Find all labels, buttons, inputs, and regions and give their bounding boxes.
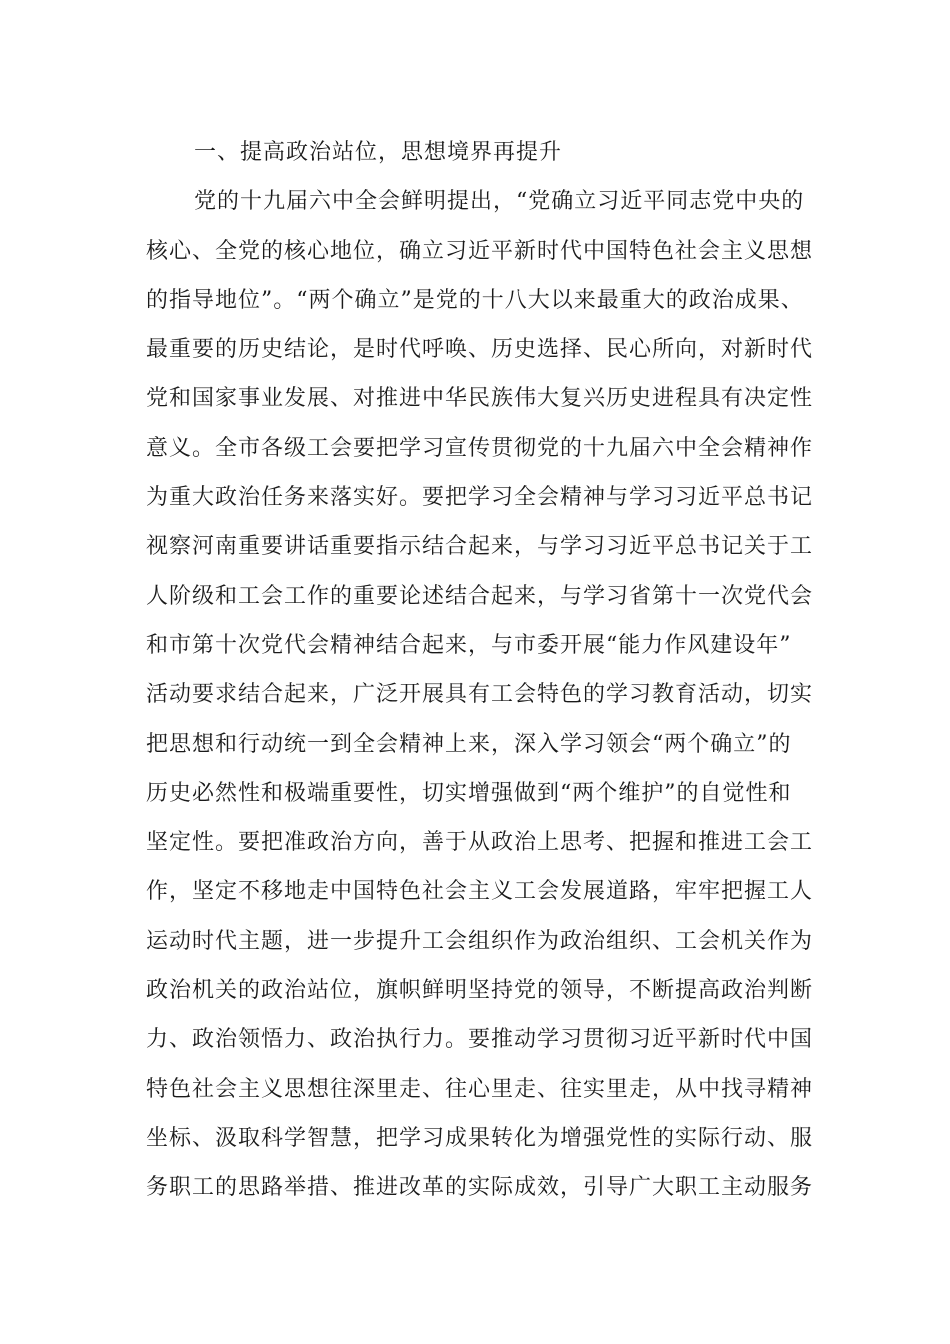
paragraph-line: 核心、全党的核心地位，确立习近平新时代中国特色社会主义思想 bbox=[146, 238, 814, 264]
paragraph-line: 活动要求结合起来，广泛开展具有工会特色的学习教育活动，切实 bbox=[146, 682, 814, 708]
paragraph-line: 坚定性。要把准政治方向，善于从政治上思考、把握和推进工会工 bbox=[146, 830, 814, 856]
paragraph-line: 作，坚定不移地走中国特色社会主义工会发展道路，牢牢把握工人 bbox=[146, 879, 814, 905]
paragraph-line: 务职工的思路举措、推进改革的实际成效，引导广大职工主动服务 bbox=[146, 1175, 814, 1201]
paragraph-line: 最重要的历史结论，是时代呼唤、历史选择、民心所向，对新时代 bbox=[146, 337, 814, 363]
paragraph-line: 意义。全市各级工会要把学习宣传贯彻党的十九届六中全会精神作 bbox=[146, 435, 814, 461]
paragraph-line: 党的十九届六中全会鲜明提出，“党确立习近平同志党中央的 bbox=[194, 189, 805, 215]
paragraph-line: 党和国家事业发展、对推进中华民族伟大复兴历史进程具有决定性 bbox=[146, 386, 814, 412]
paragraph-line: 把思想和行动统一到全会精神上来，深入学习领会“两个确立”的 bbox=[146, 731, 792, 757]
section-heading: 一、提高政治站位，思想境界再提升 bbox=[194, 140, 563, 165]
paragraph-line: 和市第十次党代会精神结合起来，与市委开展“能力作风建设年” bbox=[146, 632, 792, 658]
paragraph-line: 特色社会主义思想往深里走、往心里走、往实里走，从中找寻精神 bbox=[146, 1076, 814, 1102]
paragraph-line: 历史必然性和极端重要性，切实增强做到“两个维护”的自觉性和 bbox=[146, 780, 792, 806]
paragraph-line: 力、政治领悟力、政治执行力。要推动学习贯彻习近平新时代中国 bbox=[146, 1027, 814, 1053]
paragraph-line: 视察河南重要讲话重要指示结合起来，与学习习近平总书记关于工 bbox=[146, 534, 814, 560]
paragraph-line: 的指导地位”。“两个确立”是党的十八大以来最重大的政治成果、 bbox=[146, 287, 804, 313]
paragraph-line: 人阶级和工会工作的重要论述结合起来，与学习省第十一次党代会 bbox=[146, 583, 814, 609]
paragraph-line: 为重大政治任务来落实好。要把学习全会精神与学习习近平总书记 bbox=[146, 485, 814, 511]
paragraph-line: 政治机关的政治站位，旗帜鲜明坚持党的领导，不断提高政治判断 bbox=[146, 978, 814, 1004]
document-body bbox=[146, 128, 846, 1213]
paragraph-line: 坐标、汲取科学智慧，把学习成果转化为增强党性的实际行动、服 bbox=[146, 1125, 814, 1151]
paragraph-line: 运动时代主题，进一步提升工会组织作为政治组织、工会机关作为 bbox=[146, 928, 814, 954]
